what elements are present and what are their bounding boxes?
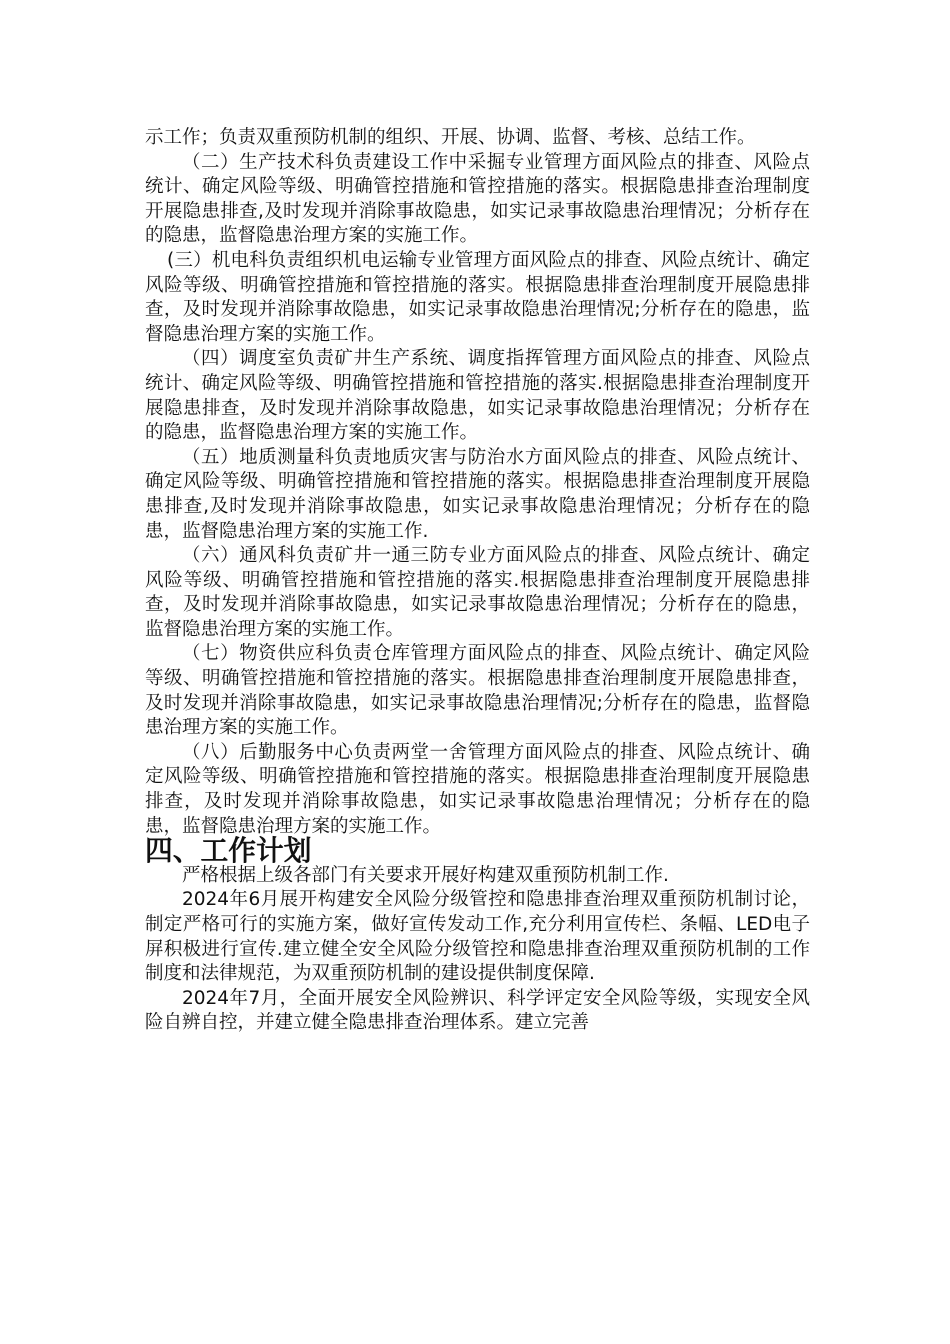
paragraph-electromechanical: (三）机电科负责组织机电运输专业管理方面风险点的排查、风险点统计、确定风险等级、明确管控措施和管控措施的落实。根据隐患排查治理制度开展隐患排查，及时发现并消除事故隐患，如实记录事故隐患治理情况;分析存在的隐患，监督隐患治理方案的实施工作。 — [145, 249, 810, 345]
paragraph-logistics: （八）后勤服务中心负责两堂一舍管理方面风险点的排查、风险点统计、确定风险等级、明确管控措施和管控措施的落实。根据隐患排查治理制度开展隐患排查，及时发现并消除事故隐患，如实记录事故隐患治理情况；分析存在的隐患，监督隐患治理方案的实施工作。 — [145, 741, 810, 837]
document-page — [145, 126, 810, 1036]
section-heading-work-plan: 四、工作计划 — [145, 834, 312, 868]
paragraph-geology: （五）地质测量科负责地质灾害与防治水方面风险点的排查、风险点统计、确定风险等级、明确管控措施和管控措施的落实。根据隐患排查治理制度开展隐患排查,及时发现并消除事故隐患，如实记录事故隐患治理情况；分析存在的隐患，监督隐患治理方案的实施工作. — [145, 446, 810, 542]
paragraph-production-tech: （二）生产技术科负责建设工作中采掘专业管理方面风险点的排查、风险点统计、确定风险等级、明确管控措施和管控措施的落实。根据隐患排查治理制度开展隐患排查,及时发现并消除事故隐患，如实记录事故隐患治理情况；分析存在的隐患，监督隐患治理方案的实施工作。 — [145, 151, 810, 247]
paragraph-supplies: （七）物资供应科负责仓库管理方面风险点的排查、风险点统计、确定风险等级、明确管控措施和管控措施的落实。根据隐患排查治理制度开展隐患排查，及时发现并消除事故隐患，如实记录事故隐患治理情况;分析存在的隐患，监督隐患治理方案的实施工作。 — [145, 643, 810, 739]
paragraph-ventilation: （六）通风科负责矿井一通三防专业方面风险点的排查、风险点统计、确定风险等级、明确管控措施和管控措施的落实.根据隐患排查治理制度开展隐患排查，及时发现并消除事故隐患，如实记录事故隐患治理情况；分析存在的隐患，监督隐患治理方案的实施工作。 — [145, 545, 810, 640]
plan-paragraph-june: 2024年6月展开构建安全风险分级管控和隐患排查治理双重预防机制讨论，制定严格可行的实施方案，做好宣传发动工作,充分利用宣传栏、条幅、LED电子屏积极进行宣传.建立健全安全风险分级管控和隐患排查治理双重预防机制的工作制度和法律规范，为双重预防机制的建设提供制度保障. — [145, 889, 810, 985]
paragraph-dispatch: （四）调度室负责矿井生产系统、调度指挥管理方面风险点的排查、风险点统计、确定风险等级、明确管控措施和管控措施的落实.根据隐患排查治理制度开展隐患排查，及时发现并消除事故隐患，如实记录事故隐患治理情况；分析存在的隐患，监督隐患治理方案的实施工作。 — [145, 348, 810, 444]
continuation-paragraph: 示工作；负责双重预防机制的组织、开展、协调、监督、考核、总结工作。 — [145, 127, 756, 148]
plan-paragraph-july: 2024年7月，全面开展安全风险辨识、科学评定安全风险等级，实现安全风险自辨自控，并建立健全隐患排查治理体系。建立完善 — [145, 987, 810, 1034]
plan-paragraph-intro: 严格根据上级各部门有关要求开展好构建双重预防机制工作. — [182, 864, 669, 886]
